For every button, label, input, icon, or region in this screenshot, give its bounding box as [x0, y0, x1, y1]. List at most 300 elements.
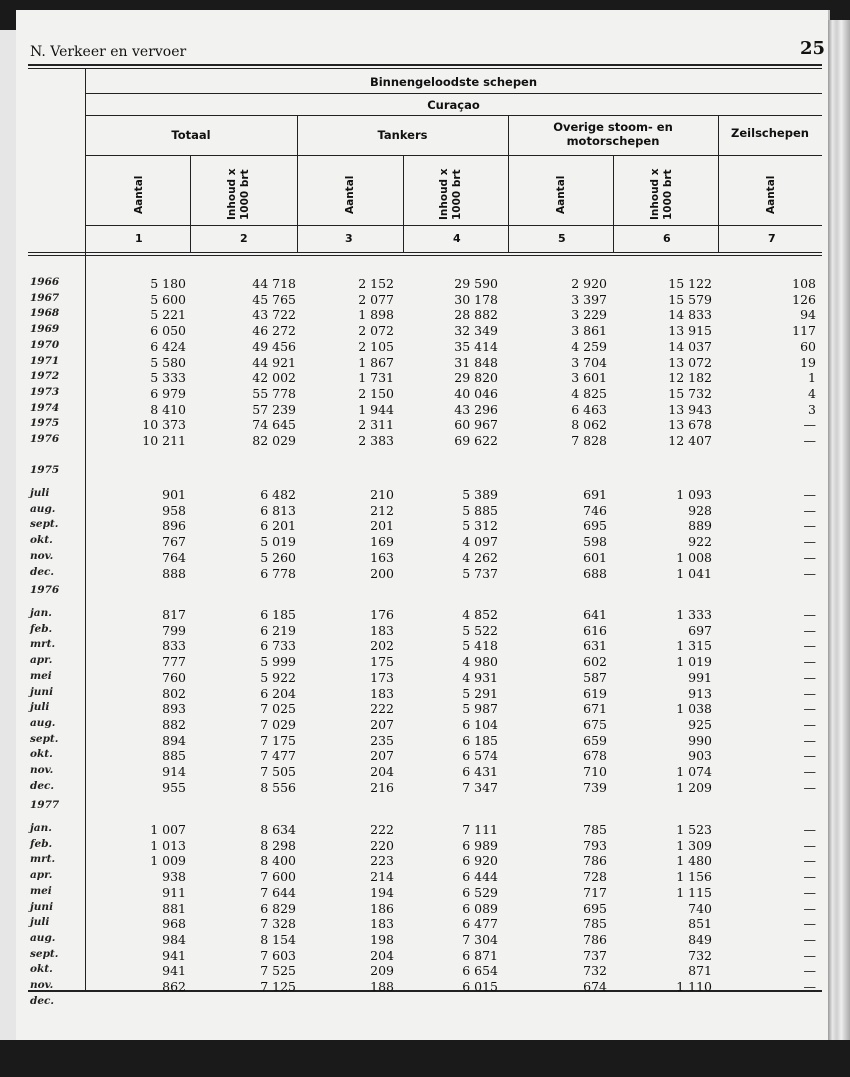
row-label: okt.	[30, 534, 53, 547]
top-rule-thin	[28, 68, 822, 69]
table-cell: 991	[688, 669, 712, 685]
row-label: 1969	[30, 323, 60, 336]
table-cell: 7 125	[260, 979, 296, 994]
col-number-7: 7	[768, 232, 776, 245]
table-cell: 2 383	[358, 433, 394, 448]
category-overige: Overige stoom- en motorschepen	[553, 120, 673, 148]
table-cell: 1	[808, 370, 816, 386]
table-cell: 688	[583, 565, 607, 581]
table-cell: 13 915	[668, 323, 712, 339]
table-cell: 925	[688, 716, 712, 732]
table-cell: 760	[162, 669, 186, 685]
table-cell: 941	[162, 947, 186, 963]
table-cell: 222	[370, 701, 394, 717]
table-cell: 695	[583, 518, 607, 534]
table-cell: 6 829	[260, 900, 296, 916]
table-cell: 10 373	[142, 417, 186, 433]
table-cell: 10 211	[142, 433, 186, 448]
block-year-label: 1976	[30, 584, 60, 596]
table-cell: 31 848	[454, 354, 498, 370]
table-cell: —	[803, 685, 816, 701]
table-cell: 1 008	[676, 549, 712, 565]
table-cell: 57 239	[252, 401, 296, 417]
row-label: dec.	[30, 994, 55, 1007]
table-cell: 49 456	[252, 338, 296, 354]
table-cell: 3 397	[571, 291, 607, 307]
table-cell: 928	[688, 502, 712, 518]
section-title: N. Verkeer en vervoer	[30, 44, 187, 60]
table-cell: —	[803, 417, 816, 433]
table-cell: 5 389	[462, 487, 498, 502]
block-year-label: 1975	[30, 464, 60, 476]
row-label: juli	[30, 916, 50, 929]
row-label: 1972	[30, 370, 60, 383]
table-cell: 849	[688, 931, 712, 947]
table-cell: 46 272	[252, 323, 296, 339]
table-cell: 710	[583, 764, 607, 779]
table-cell: 5 221	[150, 307, 186, 323]
table-cell: —	[803, 701, 816, 717]
table-cell: 183	[370, 916, 394, 932]
table-cell: 8 556	[260, 779, 296, 795]
table-cell: 1 944	[358, 401, 394, 417]
table-cell: 14 037	[668, 338, 712, 354]
table-cell: 12 182	[668, 370, 712, 386]
table-cell: 671	[583, 701, 607, 717]
table-cell: 728	[583, 869, 607, 885]
table-cell: 6 201	[260, 518, 296, 534]
table-cell: 5 885	[462, 502, 498, 518]
table-cell: 15 579	[668, 291, 712, 307]
table-cell: 817	[162, 607, 186, 622]
table-cell: 893	[162, 701, 186, 717]
top-rule	[28, 64, 822, 66]
table-cell: —	[803, 931, 816, 947]
table-cell: 7 828	[571, 433, 607, 448]
table-cell: 1 093	[676, 487, 712, 502]
table-cell: 5 580	[150, 354, 186, 370]
table-cell: 201	[370, 518, 394, 534]
table-cell: 6 204	[260, 685, 296, 701]
table-cell: 6 089	[462, 900, 498, 916]
subheader-aantal-7: Aantal	[765, 175, 777, 214]
table-cell: 44 921	[252, 354, 296, 370]
table-cell: 1 013	[150, 837, 186, 853]
table-cell: 4 931	[462, 669, 498, 685]
table-cell: 675	[583, 716, 607, 732]
table-cell: 2 920	[571, 276, 607, 291]
col-number-5: 5	[558, 232, 566, 245]
table-cell: 94	[800, 307, 816, 323]
table-cell: 5 291	[462, 685, 498, 701]
table-cell: 911	[162, 884, 186, 900]
table-cell: 938	[162, 869, 186, 885]
row-label: nov.	[30, 549, 54, 562]
row-label: mei	[30, 884, 52, 897]
table-cell: 793	[583, 837, 607, 853]
table-cell: 186	[370, 900, 394, 916]
table-cell: 1 731	[358, 370, 394, 386]
table-cell: 8 634	[260, 822, 296, 837]
table-cell: 5 999	[260, 654, 296, 670]
row-label: okt.	[30, 963, 53, 976]
row-label: mei	[30, 669, 52, 682]
table-cell: 163	[370, 549, 394, 565]
table-cell: 55 778	[252, 385, 296, 401]
table-cell: 44 718	[252, 276, 296, 291]
table-cell: —	[803, 487, 816, 502]
category-tankers: Tankers	[377, 128, 428, 142]
table-cell: 659	[583, 732, 607, 748]
table-cell: 40 046	[454, 385, 498, 401]
row-label: sept.	[30, 518, 59, 531]
table-cell: 7 347	[462, 779, 498, 795]
table-cell: 732	[688, 947, 712, 963]
table-cell: 1 523	[676, 822, 712, 837]
row-label: dec.	[30, 565, 55, 578]
table-cell: 6 574	[462, 748, 498, 764]
table-cell: 8 400	[260, 853, 296, 869]
table-cell: —	[803, 518, 816, 534]
table-cell: 1 315	[676, 638, 712, 654]
row-label: feb.	[30, 622, 53, 635]
table-cell: 207	[370, 748, 394, 764]
table-cell: 598	[583, 534, 607, 550]
table-cell: 15 122	[668, 276, 712, 291]
table-cell: 5 312	[462, 518, 498, 534]
table-cell: 894	[162, 732, 186, 748]
table-cell: 5 333	[150, 370, 186, 386]
table-cell: 695	[583, 900, 607, 916]
table-cell: 678	[583, 748, 607, 764]
col-divider-b	[508, 115, 509, 252]
table-cell: —	[803, 748, 816, 764]
table-cell: 833	[162, 638, 186, 654]
table-cell: 4 825	[571, 385, 607, 401]
table-cell: 6 431	[462, 764, 498, 779]
table-cell: 990	[688, 732, 712, 748]
table-cell: 7 111	[462, 822, 498, 837]
table-cell: 19	[800, 354, 816, 370]
table-cell: 7 525	[260, 963, 296, 979]
table-cell: —	[803, 947, 816, 963]
table-cell: 7 304	[462, 931, 498, 947]
table-cell: 896	[162, 518, 186, 534]
row-label: 1966	[30, 276, 60, 288]
table-cell: 4 852	[462, 607, 498, 622]
table-cell: —	[803, 916, 816, 932]
table-cell: 885	[162, 748, 186, 764]
table-cell: —	[803, 549, 816, 565]
col-number-6: 6	[663, 232, 671, 245]
table-cell: —	[803, 669, 816, 685]
table-cell: 12 407	[668, 433, 712, 448]
table-cell: 889	[688, 518, 712, 534]
table-cell: 616	[583, 622, 607, 638]
table-cell: 30 178	[454, 291, 498, 307]
table-cell: 108	[792, 276, 816, 291]
table-cell: 198	[370, 931, 394, 947]
subheader-aantal-3: Aantal	[344, 175, 356, 214]
subheader-aantal-5: Aantal	[555, 175, 567, 214]
table-cell: 691	[583, 487, 607, 502]
table-cell: 913	[688, 685, 712, 701]
table-cell: 740	[688, 900, 712, 916]
table-cell: 737	[583, 947, 607, 963]
table-cell: 6 185	[260, 607, 296, 622]
table-cell: —	[803, 622, 816, 638]
table-cell: 214	[370, 869, 394, 885]
table-cell: —	[803, 979, 816, 994]
table-cell: 82 029	[252, 433, 296, 448]
row-label: dec.	[30, 779, 55, 792]
table-cell: 2 077	[358, 291, 394, 307]
table-cell: 204	[370, 764, 394, 779]
table-cell: 6 444	[462, 869, 498, 885]
table-cell: 1 110	[676, 979, 712, 994]
table-cell: —	[803, 963, 816, 979]
table-cell: 764	[162, 549, 186, 565]
table-cell: 209	[370, 963, 394, 979]
col-number-1: 1	[135, 232, 143, 245]
table-cell: 5 418	[462, 638, 498, 654]
table-cell: 32 349	[454, 323, 498, 339]
subheader-inhoud-6: Inhoud x 1000 brt	[649, 168, 674, 220]
category-totaal: Totaal	[171, 128, 211, 142]
table-cell: 3 229	[571, 307, 607, 323]
table-cell: 183	[370, 685, 394, 701]
table-cell: 4 980	[462, 654, 498, 670]
table-cell: 1 898	[358, 307, 394, 323]
table-cell: 851	[688, 916, 712, 932]
group-title: Binnengeloodste schepen	[369, 75, 538, 89]
table-cell: 45 765	[252, 291, 296, 307]
row-label: 1974	[30, 401, 60, 414]
row-label: aug.	[30, 502, 56, 515]
row-label: 1970	[30, 338, 60, 351]
row-label: jan.	[30, 822, 52, 834]
table-cell: 2 150	[358, 385, 394, 401]
table-cell: —	[803, 779, 816, 795]
table-cell: 43 722	[252, 307, 296, 323]
table-cell: 216	[370, 779, 394, 795]
table-cell: 984	[162, 931, 186, 947]
table-cell: —	[803, 732, 816, 748]
table-cell: 7 175	[260, 732, 296, 748]
table-cell: 955	[162, 779, 186, 795]
category-zeilschepen: Zeilschepen	[731, 126, 809, 140]
table-cell: 6 477	[462, 916, 498, 932]
table-cell: 13 678	[668, 417, 712, 433]
table-cell: 200	[370, 565, 394, 581]
table-cell: 697	[688, 622, 712, 638]
table-cell: 4	[808, 385, 816, 401]
table-cell: 6 778	[260, 565, 296, 581]
table-cell: 7 600	[260, 869, 296, 885]
block-year-label: 1977	[30, 799, 60, 811]
row-label: aug.	[30, 931, 56, 944]
table-cell: 785	[583, 822, 607, 837]
table-cell: 3	[808, 401, 816, 417]
table-cell: 602	[583, 654, 607, 670]
table-cell: —	[803, 534, 816, 550]
subheader-inhoud-4: Inhoud x 1000 brt	[438, 168, 463, 220]
col-divider-d	[190, 155, 191, 252]
header-rule-2	[85, 115, 822, 116]
table-cell: 35 414	[454, 338, 498, 354]
header-rule-5	[28, 252, 822, 253]
row-label: 1971	[30, 354, 60, 367]
table-cell: 175	[370, 654, 394, 670]
label-col-divider	[85, 68, 86, 990]
col-divider-e	[403, 155, 404, 252]
table-cell: 914	[162, 764, 186, 779]
table-cell: 223	[370, 853, 394, 869]
table-cell: 14 833	[668, 307, 712, 323]
row-label: 1976	[30, 433, 60, 445]
table-cell: 6 219	[260, 622, 296, 638]
table-cell: 958	[162, 502, 186, 518]
col-number-2: 2	[240, 232, 248, 245]
row-label: okt.	[30, 748, 53, 761]
table-cell: 183	[370, 622, 394, 638]
table-cell: 13 072	[668, 354, 712, 370]
table-cell: 3 861	[571, 323, 607, 339]
table-cell: 69 622	[454, 433, 498, 448]
table-cell: 777	[162, 654, 186, 670]
row-label: apr.	[30, 869, 53, 882]
table-cell: —	[803, 607, 816, 622]
row-label: juli	[30, 701, 50, 714]
table-cell: 8 410	[150, 401, 186, 417]
row-label: 1968	[30, 307, 60, 320]
table-cell: 3 704	[571, 354, 607, 370]
row-label: sept.	[30, 732, 59, 745]
table-cell: 7 644	[260, 884, 296, 900]
table-cell: 173	[370, 669, 394, 685]
table-cell: 235	[370, 732, 394, 748]
table-cell: 6 920	[462, 853, 498, 869]
row-label: juni	[30, 685, 54, 698]
table-cell: 5 987	[462, 701, 498, 717]
row-label: nov.	[30, 764, 54, 776]
book-edge	[828, 20, 850, 1040]
table-cell: —	[803, 502, 816, 518]
table-cell: 1 867	[358, 354, 394, 370]
row-label: 1967	[30, 291, 60, 304]
table-cell: 6 529	[462, 884, 498, 900]
table-cell: 204	[370, 947, 394, 963]
table-cell: 767	[162, 534, 186, 550]
table-cell: 1 007	[150, 822, 186, 837]
table-cell: 1 309	[676, 837, 712, 853]
table-cell: 6 654	[462, 963, 498, 979]
table-cell: 4 262	[462, 549, 498, 565]
page-number: 25	[800, 38, 826, 59]
table-cell: 60 967	[454, 417, 498, 433]
table-cell: 786	[583, 931, 607, 947]
table-cell: 29 820	[454, 370, 498, 386]
table-cell: 1 115	[676, 884, 712, 900]
row-label: mrt.	[30, 638, 56, 651]
header-rule-3	[85, 155, 822, 156]
table-cell: 222	[370, 822, 394, 837]
table-cell: 802	[162, 685, 186, 701]
table-cell: 1 333	[676, 607, 712, 622]
row-label: aug.	[30, 716, 56, 729]
table-cell: 5 260	[260, 549, 296, 565]
table-cell: —	[803, 822, 816, 837]
table-cell: 786	[583, 853, 607, 869]
table-cell: 901	[162, 487, 186, 502]
table-cell: 4 259	[571, 338, 607, 354]
table-cell: 674	[583, 979, 607, 994]
col-number-3: 3	[345, 232, 353, 245]
table-cell: 29 590	[454, 276, 498, 291]
table-cell: 888	[162, 565, 186, 581]
table-cell: 188	[370, 979, 394, 994]
table-cell: 619	[583, 685, 607, 701]
row-label: juni	[30, 900, 54, 913]
subheader-aantal-1: Aantal	[133, 175, 145, 214]
table-cell: 6 813	[260, 502, 296, 518]
table-cell: 587	[583, 669, 607, 685]
table-cell: 202	[370, 638, 394, 654]
col-divider-f	[613, 155, 614, 252]
table-cell: 7 328	[260, 916, 296, 932]
row-label: nov.	[30, 979, 54, 991]
table-cell: 1 480	[676, 853, 712, 869]
table-cell: 8 062	[571, 417, 607, 433]
table-cell: —	[803, 654, 816, 670]
header-rule-4	[85, 225, 822, 226]
row-label: jan.	[30, 607, 52, 619]
table-cell: 4 097	[462, 534, 498, 550]
table-cell: 43 296	[454, 401, 498, 417]
row-label: 1975	[30, 417, 60, 430]
table-cell: 1 019	[676, 654, 712, 670]
table-cell: —	[803, 764, 816, 779]
table-cell: 641	[583, 607, 607, 622]
table-cell: 739	[583, 779, 607, 795]
table-cell: —	[803, 716, 816, 732]
table-cell: —	[803, 433, 816, 448]
table-cell: 7 025	[260, 701, 296, 717]
table-cell: 126	[792, 291, 816, 307]
table-cell: 968	[162, 916, 186, 932]
table-cell: 6 185	[462, 732, 498, 748]
table-cell: 3 601	[571, 370, 607, 386]
table-cell: 5 737	[462, 565, 498, 581]
table-cell: 799	[162, 622, 186, 638]
table-cell: —	[803, 853, 816, 869]
table-cell: 1 074	[676, 764, 712, 779]
table-cell: 6 482	[260, 487, 296, 502]
table-cell: 6 989	[462, 837, 498, 853]
table-cell: 6 424	[150, 338, 186, 354]
table-cell: 6 979	[150, 385, 186, 401]
table-cell: 15 732	[668, 385, 712, 401]
table-cell: 881	[162, 900, 186, 916]
table-cell: 2 105	[358, 338, 394, 354]
table-cell: 7 505	[260, 764, 296, 779]
table-cell: 746	[583, 502, 607, 518]
table-cell: 7 603	[260, 947, 296, 963]
row-label: feb.	[30, 837, 53, 850]
table-cell: 207	[370, 716, 394, 732]
subgroup-title: Curaçao	[427, 98, 480, 112]
table-cell: 7 029	[260, 716, 296, 732]
